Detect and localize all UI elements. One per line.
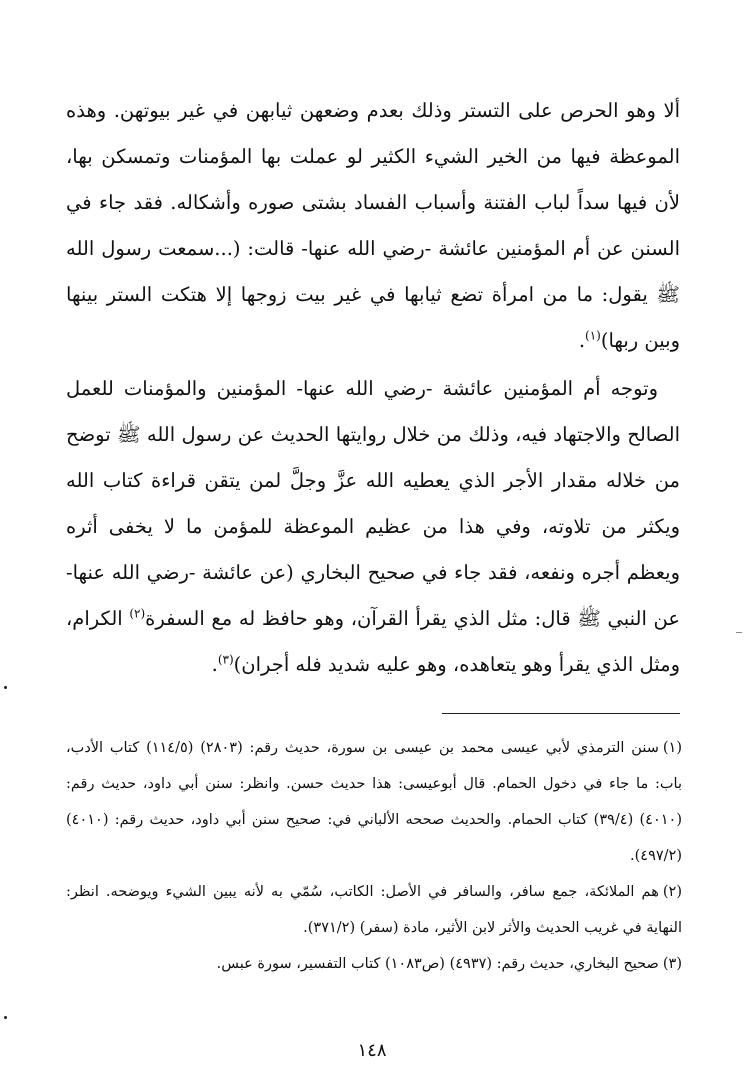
paragraph-text-continued: الكرام، ومثل الذي يقرأ وهو يتعاهده، وهو عليه شديد فله أجران) [66, 607, 680, 676]
footnote-text: صحيح البخاري، حديث رقم: (٤٩٣٧) (ص١٠٨٣) كتاب التفسير، سورة عبس. [216, 956, 659, 972]
footnote-reference: (٢) [129, 606, 146, 621]
paragraph-text: وتوجه أم المؤمنين عائشة -رضي الله عنها- المؤمنين والمؤمنات للعمل الصالح والاجتهاد فيه، وذلك من خلال روايتها الحديث عن رسول الله ﷺ توضح من خلاله مقدار الأجر الذي يعطيه الله عزَّ وجلَّ لمن يتقن قراءة كتاب الله ويكثر من تلاوته، وفي هذا من عظيم الموعظة للمؤمن ما لا يخفى أثره ويعظم أجره ونفعه، فقد جاء في صحيح البخاري (عن عائشة -رضي الله عنها- عن النبي ﷺ قال: مثل الذي يقرأ القرآن، وهو حافظ له مع السفرة [66, 377, 680, 630]
footnote-reference: (٣) [217, 652, 234, 667]
footnote-number: (٢) [662, 884, 682, 900]
scan-mark [736, 632, 742, 633]
paragraph-end: . [578, 329, 586, 352]
footnote [66, 730, 682, 874]
footnote-text: سنن الترمذي لأبي عيسى محمد بن عيسى بن سورة، حديث رقم: (٢٨٠٣) (١١٤/٥) كتاب الأدب، باب: ما جاء في دخول الحمام. قال أبوعيسى: هذا حديث حسن. وانظر: سنن أبي داود، حديث رقم: (٤٠١٠) (٣٩/٤) كتاب الحمام. والحديث صححه الألباني في: صحيح سنن أبي داود، حديث رقم: (٤٠١٠) (٤٩٧/٢). [66, 740, 682, 864]
footnote-text: هم الملائكة، جمع سافر، والسافر في الأصل: الكاتب، سُمّي به لأنه يبين الشيء ويوضحه. انظر: النهاية في غريب الحديث والأثر لابن الأثير، مادة (سفر) (٣٧١/٢). [66, 884, 682, 936]
paragraph [66, 88, 680, 364]
footnote [66, 874, 682, 946]
main-text [66, 88, 680, 688]
footnotes [66, 730, 682, 982]
paragraph [66, 366, 680, 688]
footnote-separator [442, 713, 680, 714]
footnote-number: (٣) [662, 956, 682, 972]
footnote-reference: (١) [585, 328, 601, 343]
footnote [66, 946, 682, 982]
paragraph-text: ألا وهو الحرص على التستر وذلك بعدم وضعهن ثيابهن في غير بيوتهن. وهذه الموعظة فيها من الخير الشيء الكثير لو عملت بها المؤمنات وتمسكن بها، لأن فيها سداً لباب الفتنة وأسباب الفساد بشتى صوره وأشكاله. فقد جاء في السنن عن أم المؤمنين عائشة -رضي الله عنها- قالت: (...سمعت رسول الله ﷺ يقول: ما من امرأة تضع ثيابها في غير بيت زوجها إلا هتكت الستر بينها وبين ربها) [66, 99, 680, 352]
footnote-number: (١) [662, 740, 682, 756]
scan-mark [4, 686, 7, 689]
scan-mark [4, 1016, 7, 1019]
paragraph-end: . [211, 653, 218, 676]
page-number: ١٤٨ [357, 1040, 387, 1061]
